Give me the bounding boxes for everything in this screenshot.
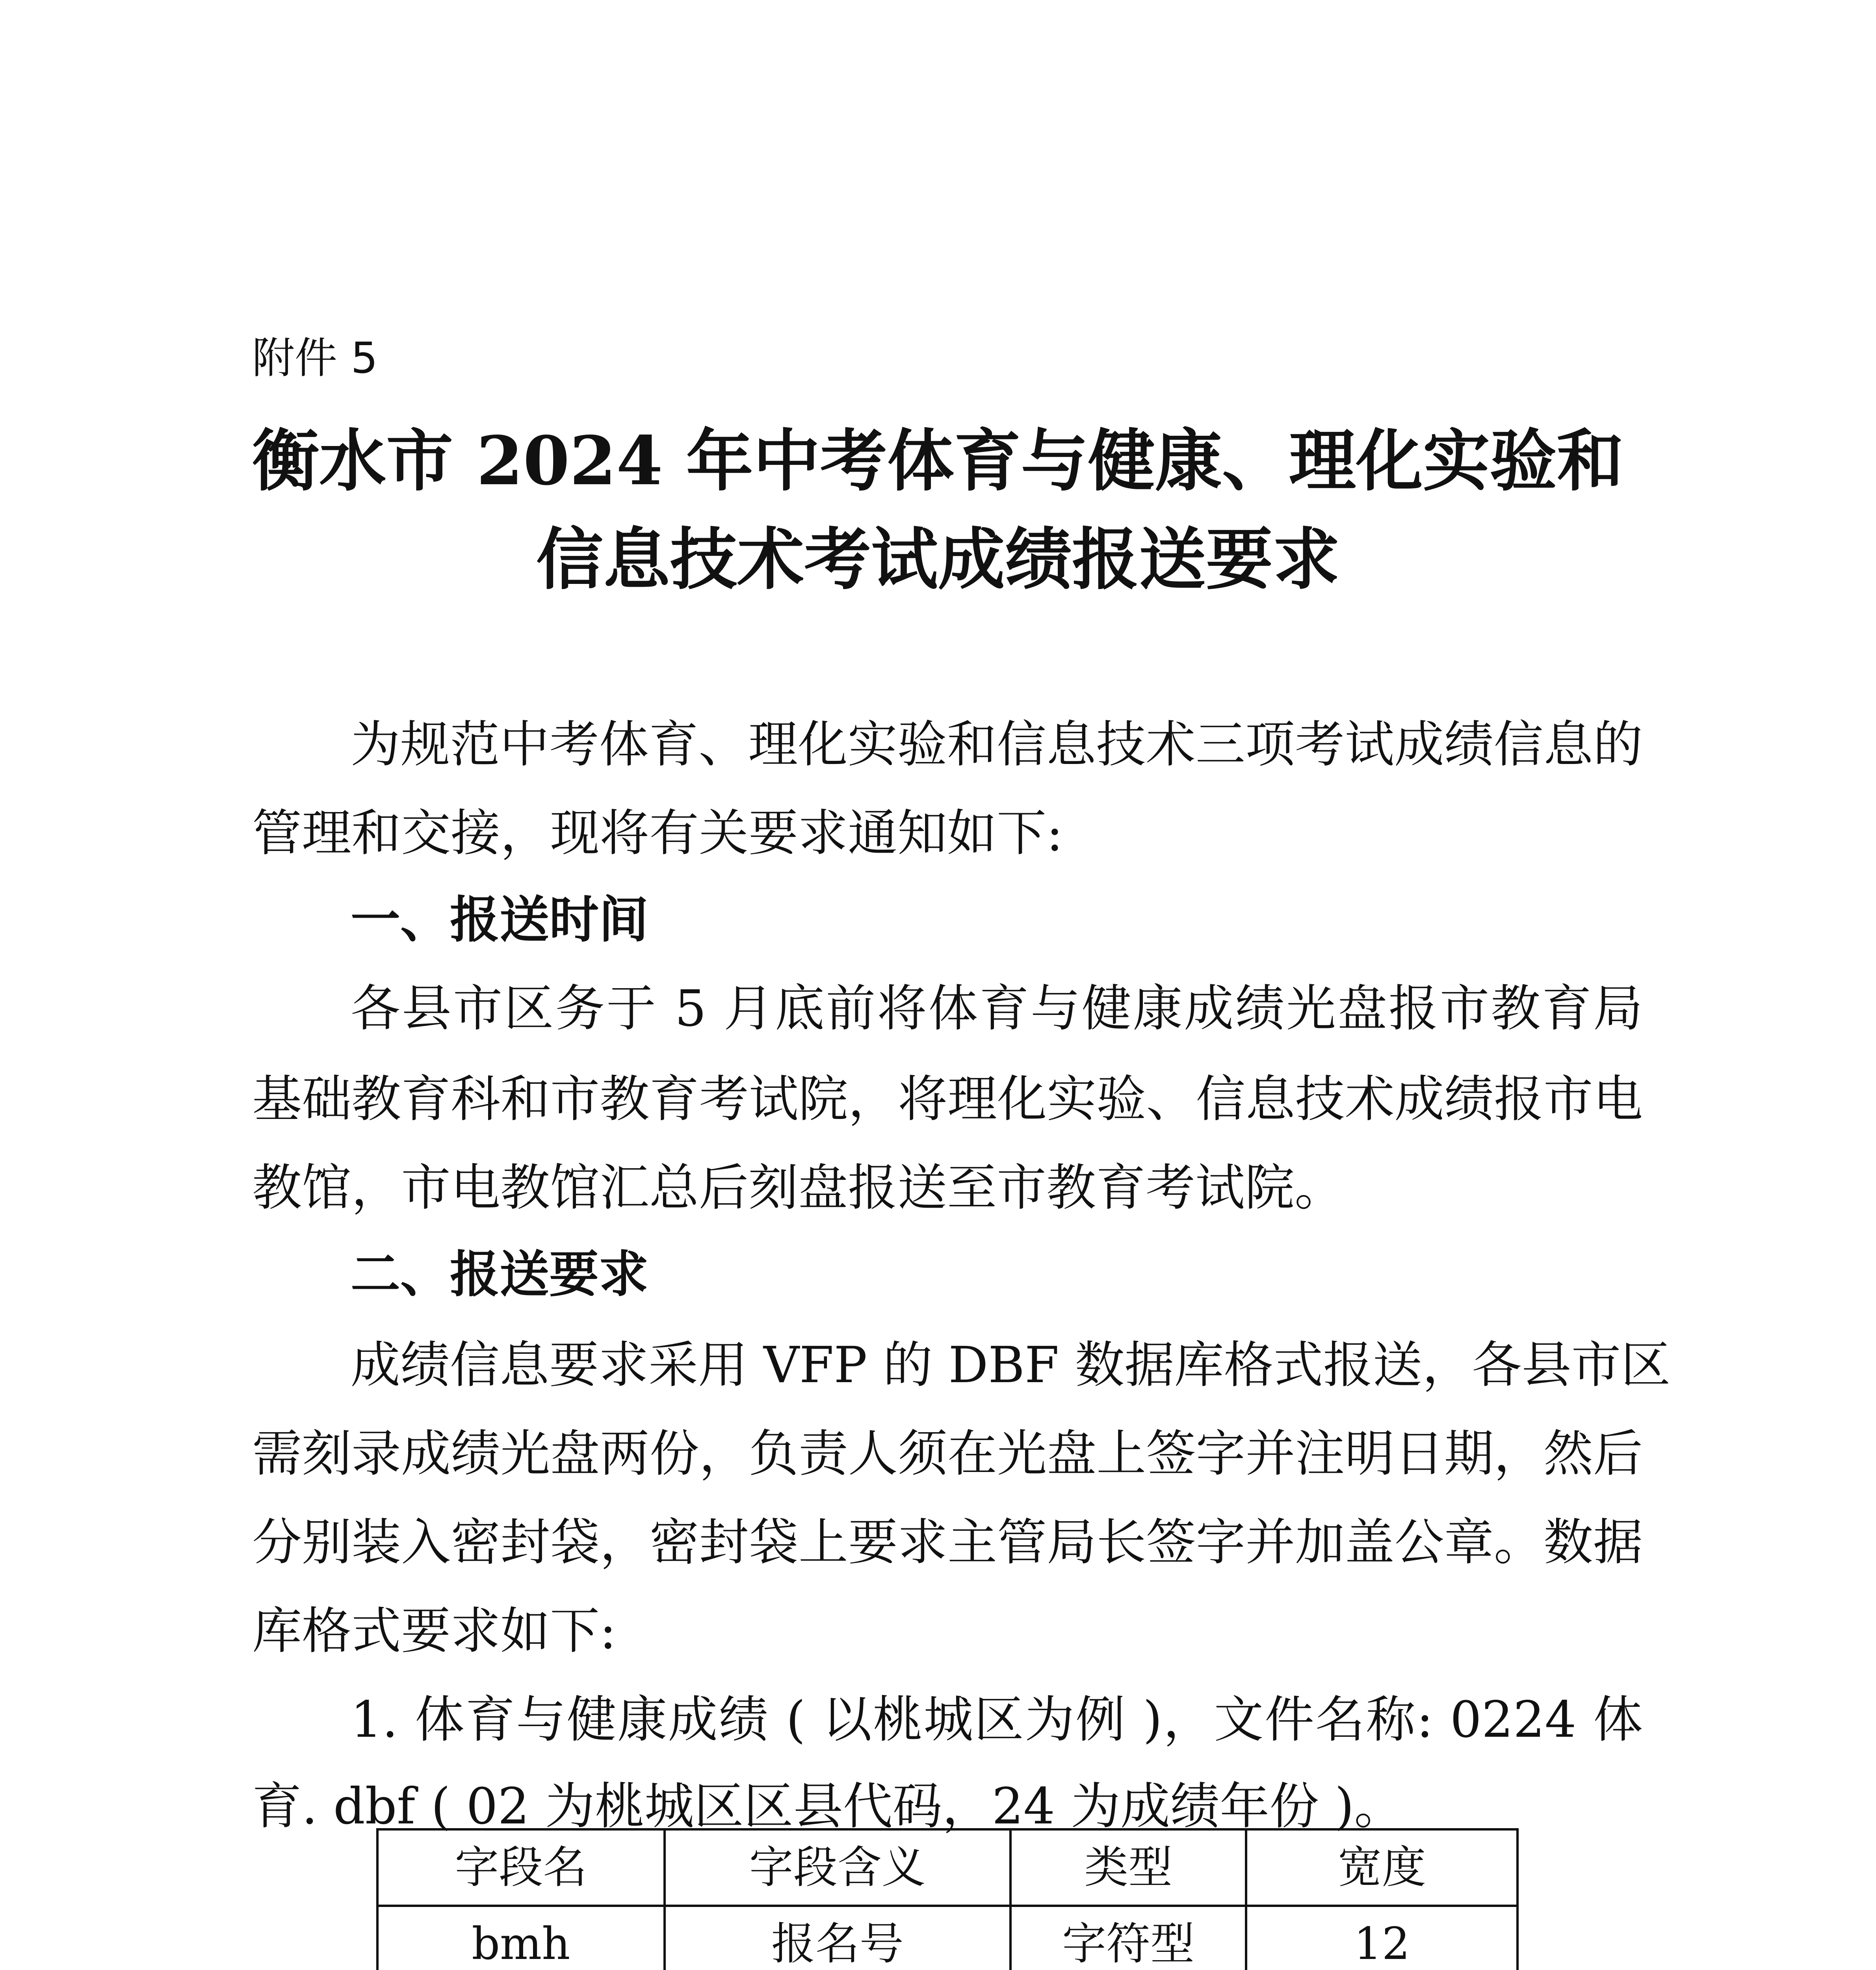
section-1-line-3: 教馆，市电教馆汇总后刻盘报送至市教育考试院。 [252,1159,1344,1217]
document-title-line-1: 衡水市 2024 年中考体育与健康、理化实验和 [252,422,1624,500]
table-header-row [377,1829,1518,1906]
section-2-line-1: 成绩信息要求采用 VFP 的 DBF 数据库格式报送，各县市区 [351,1336,1671,1394]
section-2-line-3: 分别装入密封袋，密封袋上要求主管局长签字并加盖公章。数据 [252,1513,1643,1571]
table-cell: bmh [377,1906,665,1970]
table-header-cell: 宽度 [1246,1829,1518,1906]
section-1-heading: 一、报送时间 [351,891,648,949]
intro-line-1: 为规范中考体育、理化实验和信息技术三项考试成绩信息的 [351,716,1643,773]
section-2-line-2: 需刻录成绩光盘两份，负责人须在光盘上签字并注明日期，然后 [252,1425,1643,1483]
document-title-line-2: 信息技术考试成绩报送要求 [536,520,1340,599]
section-1-line-1: 各县市区务于 5 月底前将体育与健康成绩光盘报市教育局 [351,979,1643,1037]
table-cell: 字符型 [1010,1906,1246,1970]
section-2-line-4: 库格式要求如下: [252,1602,617,1660]
intro-line-2: 管理和交接，现将有关要求通知如下: [252,804,1063,862]
section-2-heading: 二、报送要求 [351,1245,648,1303]
table-header-cell: 字段名 [377,1829,665,1906]
section-1-line-2: 基础教育科和市教育考试院，将理化实验、信息技术成绩报市电 [252,1070,1643,1128]
table-header-cell: 类型 [1010,1829,1246,1906]
table-cell: 12 [1246,1906,1518,1970]
item-1-line-1: 1. 体育与健康成绩 ( 以桃城区为例 )，文件名称: 0224 体 [351,1691,1643,1749]
item-1-line-2: 育. dbf ( 02 为桃城区区县代码，24 为成绩年份 )。 [252,1777,1404,1835]
table-row [377,1906,1518,1970]
attachment-label: 附件 5 [252,334,378,383]
table-cell: 报名号 [665,1906,1010,1970]
table-header-cell: 字段含义 [665,1829,1010,1906]
field-spec-table [376,1828,1519,1970]
